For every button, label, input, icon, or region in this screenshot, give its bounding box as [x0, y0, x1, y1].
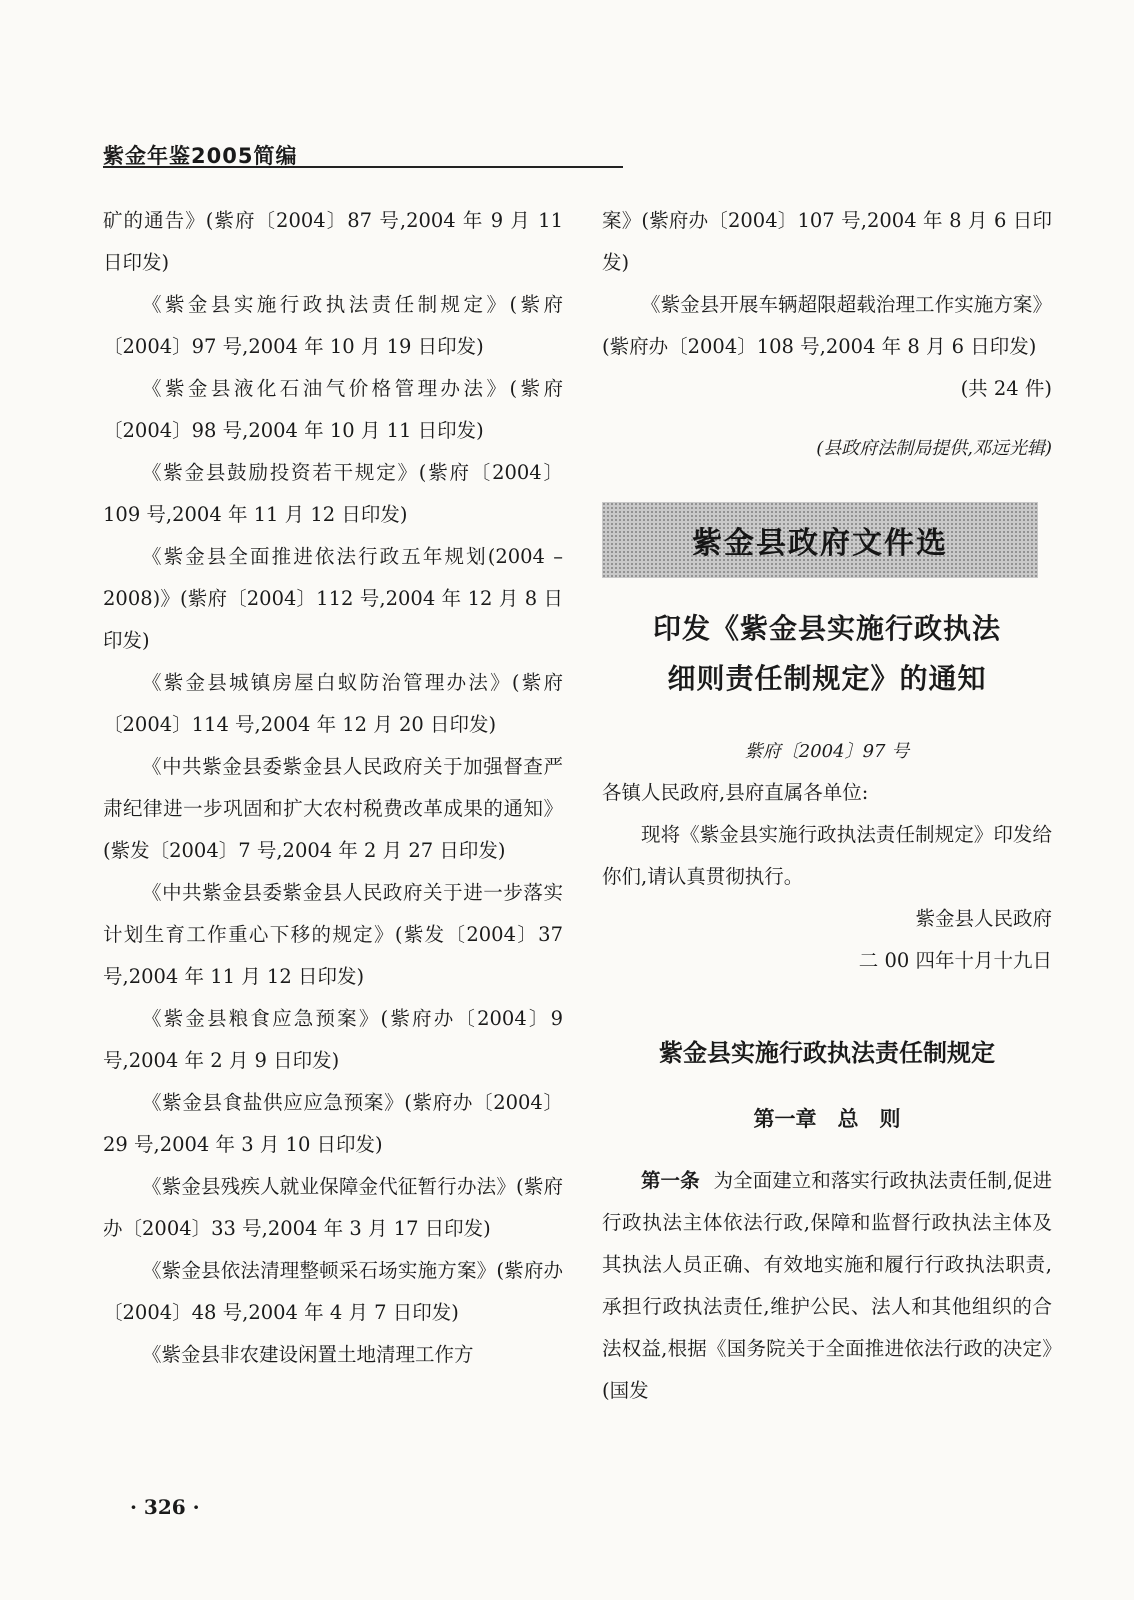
- regulation-title: 紫金县实施行政执法责任制规定: [659, 1039, 995, 1067]
- notice-title: [602, 604, 1052, 704]
- issue-date: 二 00 四年十月十九日: [858, 949, 1052, 972]
- document-number: 紫府〔2004〕97 号: [744, 741, 910, 762]
- list-item: 《紫金县液化石油气价格管理办法》(紫府〔2004〕98 号,2004 年 10 月 11 日印发): [103, 377, 563, 442]
- list-item: 《紫金县粮食应急预案》(紫府办〔2004〕9 号,2004 年 2 月 9 日印发): [103, 1007, 563, 1072]
- left-column: [103, 200, 563, 1376]
- chapter-title: 第一章 总 则: [753, 1107, 901, 1131]
- section-banner: [602, 502, 1038, 578]
- list-item: 《紫金县非农建设闲置土地清理工作方: [142, 1343, 474, 1366]
- compiler-credit: (县政府法制局提供,邓远光辑): [816, 438, 1052, 459]
- page-number: · 326 ·: [130, 1495, 200, 1519]
- list-item: 矿的通告》(紫府〔2004〕87 号,2004 年 9 月 11 日印发): [103, 209, 563, 274]
- running-title: 紫金年鉴2005简编: [103, 144, 298, 168]
- list-item: 《紫金县开展车辆超限超载治理工作实施方案》(紫府办〔2004〕108 号,2004 年 8 月 6 日印发): [602, 293, 1052, 358]
- notice-title-line-2: 细则责任制规定》的通知: [667, 662, 987, 695]
- addressee: 各镇人民政府,县府直属各单位:: [602, 781, 869, 804]
- issuer: 紫金县人民政府: [915, 907, 1052, 930]
- list-item: 《中共紫金县委紫金县人民政府关于进一步落实计划生育工作重心下移的规定》(紫发〔2004〕37 号,2004 年 11 月 12 日印发): [103, 881, 563, 988]
- article-1: [602, 1160, 1052, 1412]
- notice-body: 现将《紫金县实施行政执法责任制规定》印发给你们,请认真贯彻执行。: [602, 823, 1052, 888]
- article-text: 为全面建立和落实行政执法责任制,促进行政执法主体依法行政,保障和监督行政执法主体及其执法人员正确、有效地实施和履行行政执法职责,承担行政执法责任,维护公民、法人和其他组织的合法权益,根据《国务院关于全面推进依法行政的决定》(国发: [602, 1169, 1052, 1402]
- section-banner-title: 紫金县政府文件选: [692, 526, 948, 561]
- article-label: 第一条: [641, 1169, 700, 1192]
- list-item: 《紫金县残疾人就业保障金代征暂行办法》(紫府办〔2004〕33 号,2004 年 3 月 17 日印发): [103, 1175, 563, 1240]
- list-item: 《紫金县全面推进依法行政五年规划(2004 – 2008)》(紫府〔2004〕112 号,2004 年 12 月 8 日印发): [103, 545, 563, 652]
- total-count: (共 24 件): [960, 377, 1052, 400]
- list-item: 《紫金县城镇房屋白蚁防治管理办法》(紫府〔2004〕114 号,2004 年 12 月 20 日印发): [103, 671, 563, 736]
- notice-title-line-1: 印发《紫金县实施行政执法: [652, 612, 1001, 645]
- list-item: 案》(紫府办〔2004〕107 号,2004 年 8 月 6 日印发): [602, 209, 1052, 274]
- list-item: 《紫金县依法清理整顿采石场实施方案》(紫府办〔2004〕48 号,2004 年 4 月 7 日印发): [103, 1259, 563, 1324]
- list-item: 《紫金县实施行政执法责任制规定》(紫府〔2004〕97 号,2004 年 10 月 19 日印发): [103, 293, 563, 358]
- right-column: [602, 200, 1052, 1412]
- list-item: 《中共紫金县委紫金县人民政府关于加强督查严肃纪律进一步巩固和扩大农村税费改革成果的通知》(紫发〔2004〕7 号,2004 年 2 月 27 日印发): [103, 755, 563, 862]
- list-item: 《紫金县鼓励投资若干规定》(紫府〔2004〕109 号,2004 年 11 月 12 日印发): [103, 461, 563, 526]
- header-rule: [103, 166, 623, 168]
- list-item: 《紫金县食盐供应应急预案》(紫府办〔2004〕29 号,2004 年 3 月 10 日印发): [103, 1091, 563, 1156]
